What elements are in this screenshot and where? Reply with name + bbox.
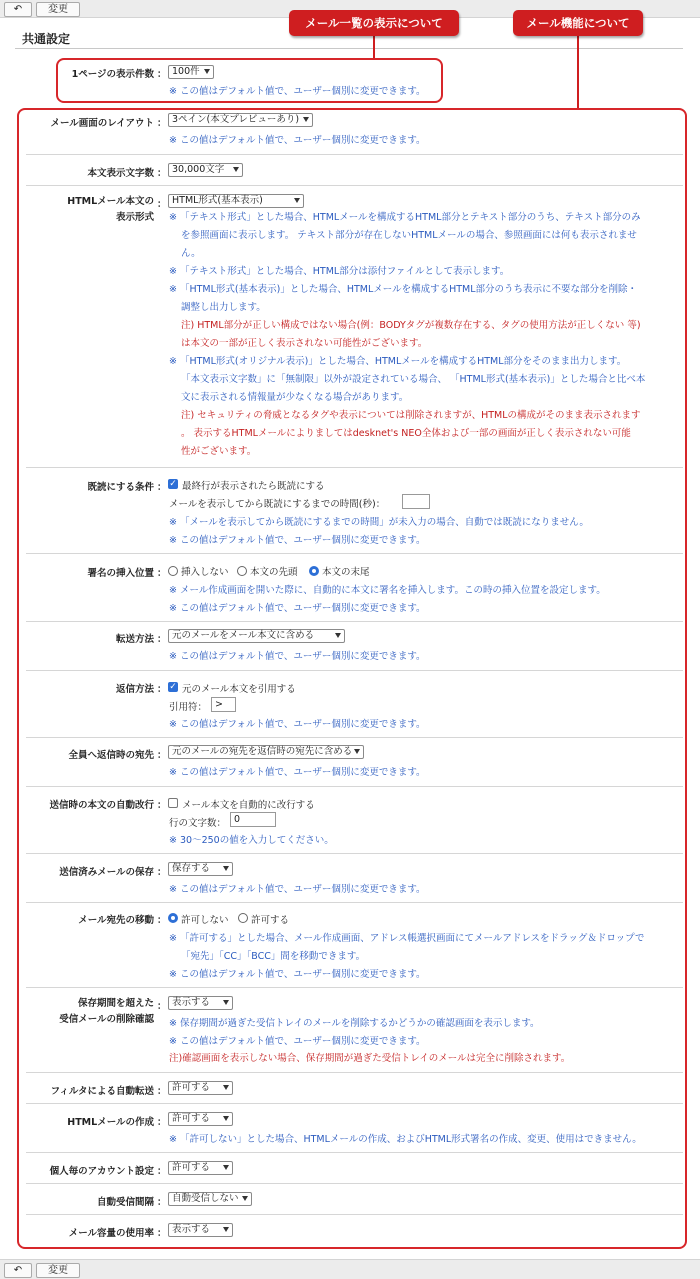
row-divider <box>26 902 683 903</box>
signature-option-label: 挿入しない <box>181 567 229 578</box>
back-arrow-icon: ↶ <box>13 1265 23 1276</box>
default-note: ※ この値はデフォルト値で、ユーザー個別に変更できます。 <box>169 651 426 662</box>
html-mode-note-line: 調整し出力します。 <box>181 302 266 313</box>
quote-original-checkbox[interactable]: ✓ <box>169 682 177 692</box>
signature-none-radio[interactable] <box>168 566 178 576</box>
html-mode-note-line: 文に表示される情報量が少なくなる場合があります。 <box>181 392 409 403</box>
html-mode-warning-line: は本文の一部が正しく表示されない可能性がございます。 <box>181 338 428 349</box>
html-create-note: ※ 「許可しない」とした場合、HTMLメールの作成、およびHTML形式署名の作成、変更、使用はできません。 <box>169 1134 642 1145</box>
reply-all-select[interactable]: 元のメールの宛先を返信時の宛先に含める <box>168 745 364 759</box>
signature-option-label: 本文の先頭 <box>250 567 298 578</box>
auto-wrap-checkbox-label: メール本文を自動的に改行する <box>182 800 315 811</box>
read-on-last-line-label: 最終行が表示されたら既読にする <box>182 481 325 492</box>
html-mode-warning-line: 注) セキュリティの脅威となるタグや表示については削除されますが、HTMLの構成がそのまま表示されます <box>181 410 641 421</box>
change-button[interactable]: 変更 <box>36 2 80 17</box>
line-chars-label: 行の文字数： <box>169 818 227 829</box>
chevron-down-icon <box>354 749 360 754</box>
back-button[interactable] <box>4 2 32 17</box>
line-chars-note: ※ 30～250の値を入力してください。 <box>169 835 334 846</box>
auto-wrap-checkbox[interactable] <box>168 798 178 808</box>
save-sent-select[interactable]: 保存する <box>168 862 233 876</box>
save-sent-label: 送信済みメールの保存 <box>59 867 154 878</box>
usage-rate-label: メール容量の使用率 <box>68 1228 154 1239</box>
colon: ： <box>157 867 167 878</box>
expired-delete-select[interactable]: 表示する <box>168 996 233 1010</box>
auto-receive-select[interactable]: 自動受信しない <box>168 1192 252 1206</box>
row-divider <box>26 467 683 468</box>
move-address-label: メール宛先の移動 <box>78 915 154 926</box>
bottom-toolbar <box>0 1259 700 1279</box>
back-arrow-icon: ↶ <box>13 4 23 15</box>
colon: ： <box>157 1166 167 1177</box>
read-condition-label: 既読にする条件 <box>87 482 154 493</box>
callout-list-display: メール一覧の表示について <box>289 10 459 36</box>
chevron-down-icon <box>223 1116 229 1121</box>
back-button[interactable] <box>4 1263 32 1278</box>
chevron-down-icon <box>233 167 239 172</box>
row-divider <box>26 786 683 787</box>
html-create-select[interactable]: 許可する <box>168 1112 233 1126</box>
forward-label: 転送方法 <box>115 634 154 645</box>
signature-bottom-radio[interactable] <box>309 566 319 576</box>
default-note: ※ この値はデフォルト値で、ユーザー個別に変更できます。 <box>169 884 426 895</box>
callout-connector <box>577 36 579 109</box>
move-deny-radio[interactable] <box>168 913 178 923</box>
colon: ： <box>157 750 167 761</box>
section-divider <box>15 48 683 49</box>
page-count-select[interactable]: 100件 <box>168 65 214 79</box>
default-note: ※ この値はデフォルト値で、ユーザー個別に変更できます。 <box>169 603 426 614</box>
colon: ： <box>157 1086 167 1097</box>
html-mode-select[interactable]: HTML形式(基本表示) <box>168 194 304 208</box>
html-mode-warning-line: 。 表示するHTMLメールによりましてはdesknet's NEO全体および一部の画面が正しく表示されない可能 <box>181 428 631 439</box>
html-mode-note-line: ※ 「テキスト形式」とした場合、HTMLメールを構成するHTML部分とテキスト部分のうち、テキスト部分のみ <box>169 212 641 223</box>
colon: ： <box>157 915 167 926</box>
move-option-label: 許可する <box>251 915 290 926</box>
html-mode-note-line: ※ 「HTML形式(オリジナル表示)」とした場合、HTMLメールを構成するHTML部分をそのまま出力します。 <box>169 356 627 367</box>
html-mode-warning-line: 性がございます。 <box>181 446 257 457</box>
row-divider <box>26 1183 683 1184</box>
default-note: ※ この値はデフォルト値で、ユーザー個別に変更できます。 <box>169 535 426 546</box>
quote-mark-label: 引用符： <box>169 702 208 713</box>
html-mode-warning-line: 注) HTML部分が正しい構成ではない場合(例：BODYタグが複数存在する、タグの使用方法が正しくない 等) <box>181 320 641 331</box>
default-note: ※ この値はデフォルト値で、ユーザー個別に変更できます。 <box>169 86 426 97</box>
colon: ： <box>157 1197 167 1208</box>
expired-delete-warning: 注)確認画面を表示しない場合、保存期間が過ぎた受信トレイのメールは完全に削除されます。 <box>169 1053 571 1064</box>
default-note: ※ この値はデフォルト値で、ユーザー個別に変更できます。 <box>169 969 426 980</box>
html-mode-notes <box>169 209 645 461</box>
section-title: 共通設定 <box>22 32 71 46</box>
filter-forward-select[interactable]: 許可する <box>168 1081 233 1095</box>
html-mode-note-line: ※ 「テキスト形式」とした場合、HTML部分は添付ファイルとして表示します。 <box>169 266 510 277</box>
layout-select[interactable]: 3ペイン(本文プレビューあり) <box>168 113 313 127</box>
callout-mail-function: メール機能について <box>513 10 643 36</box>
auto-wrap-label: 送信時の本文の自動改行 <box>49 800 154 811</box>
default-note: ※ この値はデフォルト値で、ユーザー個別に変更できます。 <box>169 135 426 146</box>
signature-option-label: 本文の末尾 <box>322 567 370 578</box>
default-note: ※ この値はデフォルト値で、ユーザー個別に変更できます。 <box>169 767 426 778</box>
colon: ： <box>157 118 167 129</box>
html-mode-note-line: 「本文表示文字数」に「無制限」以外が設定されている場合、 「HTML形式(基本表示)」とした場合と比べ本 <box>181 374 646 385</box>
chevron-down-icon <box>223 1085 229 1090</box>
quote-mark-input[interactable]: > <box>211 697 236 712</box>
row-divider <box>26 1214 683 1215</box>
body-chars-label: 本文表示文字数 <box>87 168 154 179</box>
forward-select[interactable]: 元のメールをメール本文に含める <box>168 629 345 643</box>
reply-all-label: 全員へ返信時の宛先 <box>68 750 154 761</box>
row-divider <box>26 1072 683 1073</box>
quote-original-label: 元のメール本文を引用する <box>182 684 296 695</box>
chevron-down-icon <box>335 633 341 638</box>
body-chars-select[interactable]: 30,000文字 <box>168 163 243 177</box>
row-divider <box>26 1152 683 1153</box>
colon: ： <box>157 1228 167 1239</box>
change-button[interactable]: 変更 <box>36 1263 80 1278</box>
callout-connector <box>373 36 375 59</box>
colon: ： <box>157 168 167 179</box>
filter-forward-label: フィルタによる自動転送 <box>50 1086 154 1097</box>
chevron-down-icon <box>223 866 229 871</box>
move-address-note: 「宛先」「CC」「BCC」間を移動できます。 <box>181 951 366 962</box>
colon: ： <box>157 1001 167 1012</box>
row-divider <box>26 853 683 854</box>
html-mode-note-line: を参照画面に表示します。 テキスト部分が存在しないHTMLメールの場合、参照画面には何も表示されませ <box>181 230 637 241</box>
html-create-label: HTMLメールの作成 <box>67 1117 154 1128</box>
chevron-down-icon <box>223 1227 229 1232</box>
chevron-down-icon <box>242 1196 248 1201</box>
page-count-label: 1ページの表示件数 <box>71 69 154 80</box>
chevron-down-icon <box>223 1000 229 1005</box>
default-note: ※ この値はデフォルト値で、ユーザー個別に変更できます。 <box>169 1036 426 1047</box>
usage-rate-select[interactable]: 表示する <box>168 1223 233 1237</box>
read-time-input[interactable] <box>402 494 430 509</box>
account-setting-select[interactable]: 許可する <box>168 1161 233 1175</box>
account-setting-label: 個人毎のアカウント設定 <box>49 1166 154 1177</box>
expired-delete-note: ※ 保存期間が過ぎた受信トレイのメールを削除するかどうかの確認画面を表示します。 <box>169 1018 540 1029</box>
signature-top-radio[interactable] <box>237 566 247 576</box>
read-time-label: メールを表示してから既読にするまでの時間(秒)： <box>169 499 386 510</box>
html-mode-note-line: ※ 「HTML形式(基本表示)」とした場合、HTMLメールを構成するHTML部分のうち表示に不要な部分を削除・ <box>169 284 638 295</box>
colon: ： <box>157 482 167 493</box>
row-divider <box>26 621 683 622</box>
chevron-down-icon <box>223 1165 229 1170</box>
chevron-down-icon <box>204 69 210 74</box>
auto-receive-label: 自動受信間隔 <box>96 1197 154 1208</box>
colon: ： <box>157 800 167 811</box>
reply-label: 返信方法 <box>115 684 154 695</box>
row-divider <box>26 553 683 554</box>
colon: ： <box>157 684 167 695</box>
colon: ： <box>157 568 167 579</box>
signature-label: 署名の挿入位置 <box>87 568 154 579</box>
move-address-note: ※ 「許可する」とした場合、メール作成画面、アドレス帳選択画面にてメールアドレスをドラッグ＆ドロップで <box>169 933 645 944</box>
layout-label: メール画面のレイアウト <box>50 118 154 129</box>
colon: ： <box>157 199 167 210</box>
html-mode-note-line: ん。 <box>181 248 201 259</box>
default-note: ※ この値はデフォルト値で、ユーザー個別に変更できます。 <box>169 719 426 730</box>
row-divider <box>26 670 683 671</box>
read-time-note: ※ 「メールを表示してから既読にするまでの時間」が未入力の場合、自動では既読になりません。 <box>169 517 589 528</box>
chevron-down-icon <box>303 117 309 122</box>
read-on-last-line-checkbox[interactable]: ✓ <box>169 479 177 489</box>
expired-delete-label: 保存期間を超えた 受信メールの削除確認 <box>59 998 154 1025</box>
move-option-label: 許可しない <box>181 915 229 926</box>
row-divider <box>26 185 683 186</box>
row-divider <box>26 1103 683 1104</box>
row-divider <box>26 154 683 155</box>
line-chars-input[interactable]: 0 <box>230 812 276 827</box>
row-divider <box>26 737 683 738</box>
signature-note: ※ メール作成画面を開いた際に、自動的に本文に署名を挿入します。この時の挿入位置を設定します。 <box>169 585 606 596</box>
row-divider <box>26 987 683 988</box>
move-allow-radio[interactable] <box>238 913 248 923</box>
colon: ： <box>157 69 167 80</box>
colon: ： <box>157 1117 167 1128</box>
colon: ： <box>157 634 167 645</box>
chevron-down-icon <box>294 198 300 203</box>
html-mode-label: HTMLメール本文の 表示形式 <box>67 196 154 223</box>
